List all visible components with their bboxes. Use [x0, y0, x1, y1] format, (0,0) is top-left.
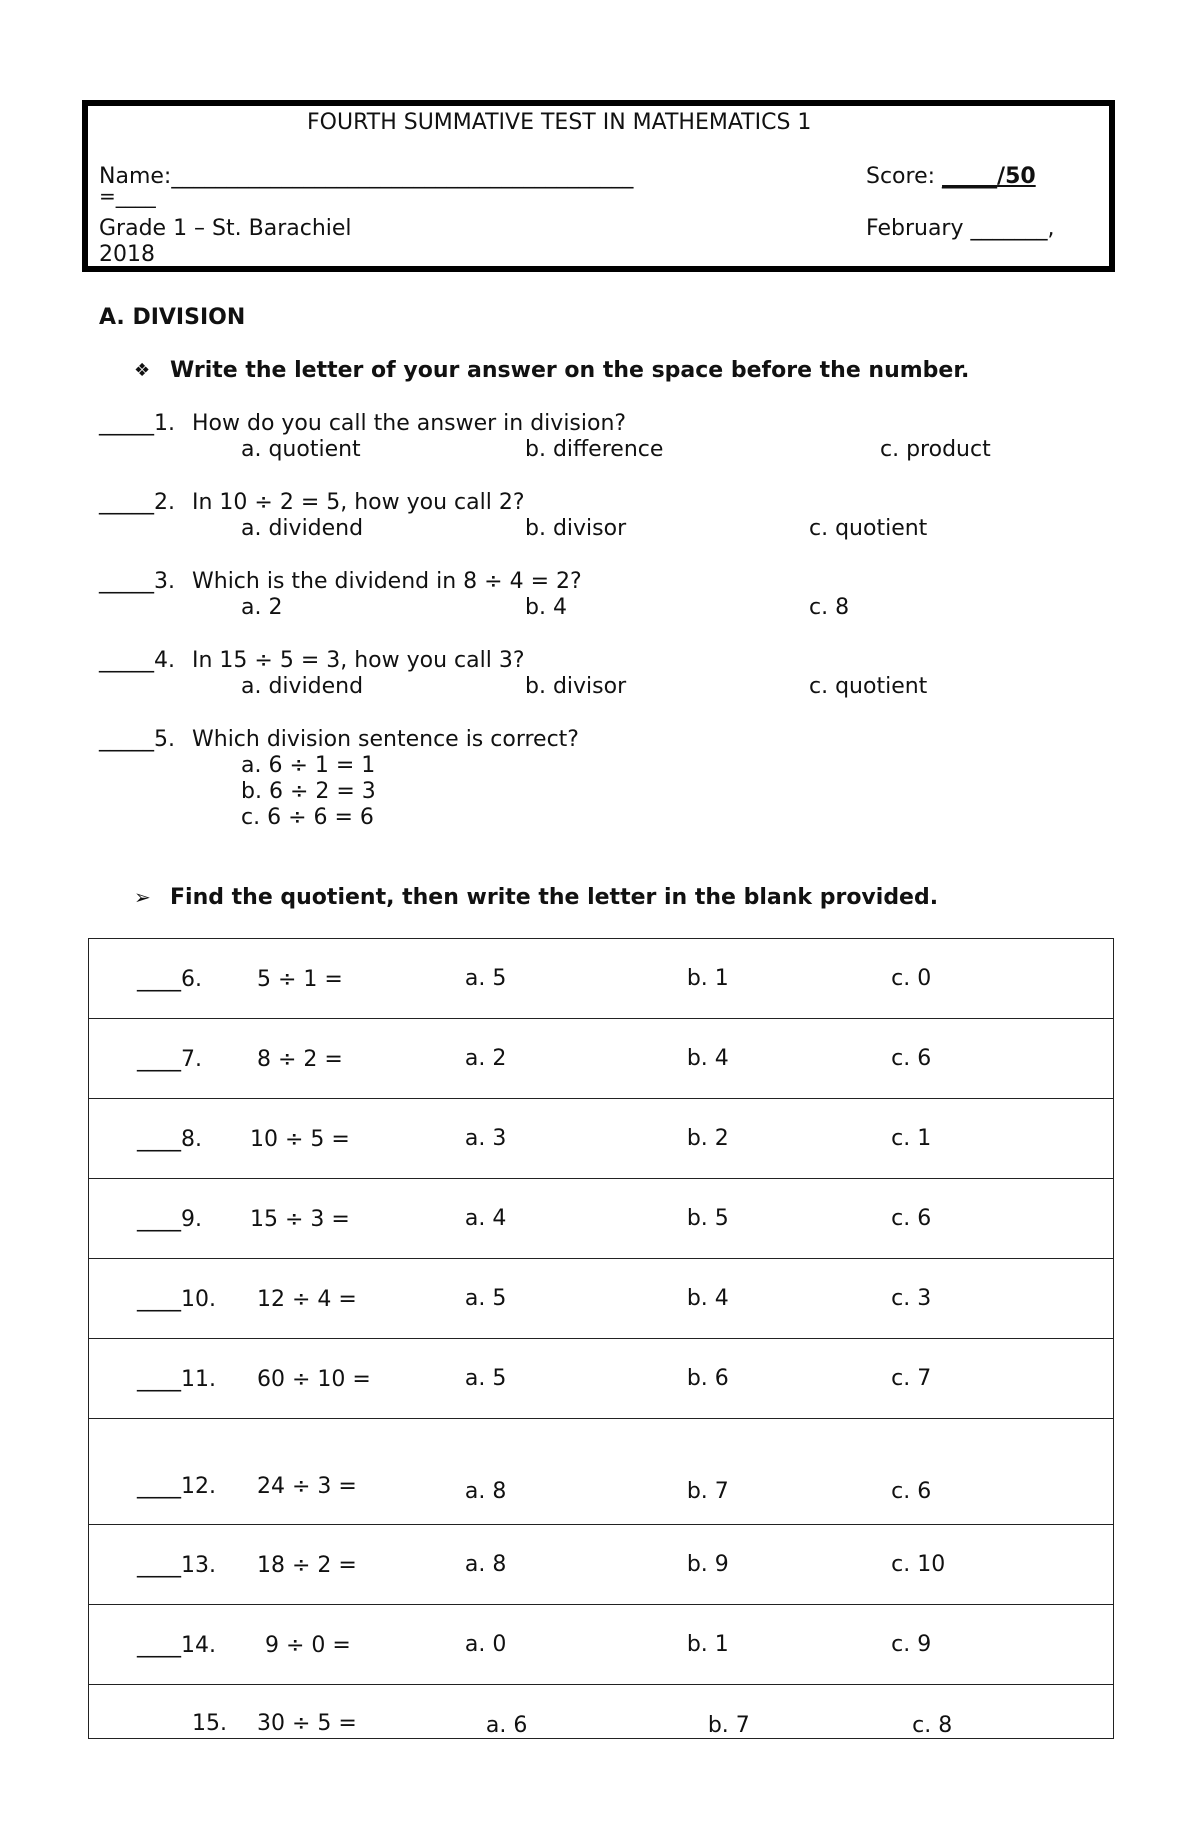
row-option-b: b. 4 [687, 1259, 891, 1339]
row-expression: 15 ÷ 3 = [250, 1207, 350, 1232]
option-c: c. 6 ÷ 6 = 6 [241, 805, 374, 830]
question-text: Which is the dividend in 8 ÷ 4 = 2? [192, 569, 582, 594]
row-option-b: b. 1 [687, 1605, 891, 1685]
question-text: In 10 ÷ 2 = 5, how you call 2? [192, 490, 525, 515]
question-text: Which division sentence is correct? [192, 727, 579, 752]
question-5 [99, 727, 175, 752]
question-number: 2. [154, 490, 175, 515]
question-2 [99, 490, 175, 515]
row-option-a: a. 8 [465, 1419, 687, 1525]
table-row [89, 1419, 1114, 1525]
row-option-a: a. 5 [465, 1339, 687, 1419]
score-total: /50 [997, 164, 1036, 189]
answer-table [88, 938, 1114, 1739]
row-option-c: c. 10 [891, 1525, 1113, 1605]
row-option-c: c. 8 [891, 1685, 1113, 1739]
table-row [89, 1525, 1114, 1605]
option-c: c. product [880, 437, 991, 462]
row-option-b: b. 9 [687, 1525, 891, 1605]
instruction-1: Write the letter of your answer on the space before the number. [170, 358, 970, 383]
row-option-b: b. 7 [687, 1419, 891, 1525]
table-row [89, 939, 1114, 1019]
row-option-b: b. 1 [687, 939, 891, 1019]
date-field[interactable]: February _______, [866, 216, 1055, 241]
name-line: __________________________________________ [171, 164, 634, 189]
row-option-b: b. 4 [687, 1019, 891, 1099]
row-option-c: c. 7 [891, 1339, 1113, 1419]
row-number[interactable]: ____7. [137, 1047, 202, 1072]
row-option-c: c. 9 [891, 1605, 1113, 1685]
row-option-b: b. 5 [687, 1179, 891, 1259]
instruction-2: Find the quotient, then write the letter in the blank provided. [170, 885, 939, 910]
row-option-c: c. 6 [891, 1419, 1113, 1525]
year: 2018 [99, 242, 155, 267]
row-option-c: c. 1 [891, 1099, 1113, 1179]
question-4 [99, 648, 175, 673]
name-line-overflow: =____ [99, 184, 156, 208]
row-number[interactable]: ____10. [137, 1287, 216, 1312]
row-option-a: a. 2 [465, 1019, 687, 1099]
answer-blank[interactable]: _____ [99, 727, 154, 752]
row-option-b: b. 7 [687, 1685, 891, 1739]
question-number: 1. [154, 411, 175, 436]
option-b: b. difference [525, 437, 664, 462]
row-expression: 5 ÷ 1 = [257, 967, 343, 992]
row-option-b: b. 2 [687, 1099, 891, 1179]
answer-blank[interactable]: _____ [99, 648, 154, 673]
option-a: a. dividend [241, 516, 364, 541]
row-number[interactable]: ____12. [137, 1474, 216, 1499]
row-option-c: c. 6 [891, 1019, 1113, 1099]
row-option-a: a. 5 [465, 939, 687, 1019]
question-text: How do you call the answer in division? [192, 411, 627, 436]
row-number[interactable]: ____8. [137, 1127, 202, 1152]
row-option-c: c. 6 [891, 1179, 1113, 1259]
row-number[interactable]: ____9. [137, 1207, 202, 1232]
row-expression: 8 ÷ 2 = [257, 1047, 343, 1072]
answer-blank[interactable]: _____ [99, 569, 154, 594]
row-option-a: a. 5 [465, 1259, 687, 1339]
grade-section: Grade 1 – St. Barachiel [99, 216, 352, 241]
table-row [89, 1179, 1114, 1259]
row-expression: 60 ÷ 10 = [257, 1367, 371, 1392]
score-label: Score: [866, 164, 943, 189]
diamond-bullet-icon: ❖ [134, 360, 151, 381]
row-number[interactable]: ____6. [137, 967, 202, 992]
row-number[interactable]: ____13. [137, 1553, 216, 1578]
row-expression: 10 ÷ 5 = [250, 1127, 350, 1152]
option-b: b. divisor [525, 674, 627, 699]
row-expression: 12 ÷ 4 = [257, 1287, 357, 1312]
row-expression: 30 ÷ 5 = [257, 1711, 357, 1736]
name-label: Name: [99, 164, 172, 189]
answer-blank[interactable]: _____ [99, 490, 154, 515]
row-expression: 9 ÷ 0 = [265, 1633, 351, 1658]
option-a: a. dividend [241, 674, 364, 699]
table-row [89, 1019, 1114, 1099]
row-expression: 18 ÷ 2 = [257, 1553, 357, 1578]
question-number: 5. [154, 727, 175, 752]
section-title: A. DIVISION [99, 305, 246, 330]
row-option-a: a. 0 [465, 1605, 687, 1685]
question-number: 4. [154, 648, 175, 673]
option-a: a. 2 [241, 595, 283, 620]
question-1 [99, 411, 175, 436]
question-text: In 15 ÷ 5 = 3, how you call 3? [192, 648, 525, 673]
table-row [89, 1099, 1114, 1179]
option-a: a. 6 ÷ 1 = 1 [241, 753, 376, 778]
arrow-bullet-icon: ➢ [134, 885, 151, 909]
table-row [89, 1605, 1114, 1685]
row-option-c: c. 0 [891, 939, 1113, 1019]
option-a: a. quotient [241, 437, 361, 462]
option-c: c. 8 [809, 595, 850, 620]
row-option-b: b. 6 [687, 1339, 891, 1419]
question-number: 3. [154, 569, 175, 594]
answer-blank[interactable]: _____ [99, 411, 154, 436]
option-b: b. 4 [525, 595, 567, 620]
option-b: b. 6 ÷ 2 = 3 [241, 779, 376, 804]
row-number[interactable]: 15. [192, 1711, 227, 1736]
row-option-a: a. 6 [465, 1685, 687, 1739]
option-c: c. quotient [809, 674, 928, 699]
option-c: c. quotient [809, 516, 928, 541]
table-row [89, 1259, 1114, 1339]
page-title: FOURTH SUMMATIVE TEST IN MATHEMATICS 1 [307, 110, 812, 135]
score-field[interactable] [866, 164, 1036, 189]
row-option-a: a. 8 [465, 1525, 687, 1605]
row-option-a: a. 3 [465, 1099, 687, 1179]
question-3 [99, 569, 175, 594]
row-expression: 24 ÷ 3 = [257, 1474, 357, 1499]
row-number[interactable]: ____11. [137, 1367, 216, 1392]
row-option-c: c. 3 [891, 1259, 1113, 1339]
row-option-a: a. 4 [465, 1179, 687, 1259]
row-number[interactable]: ____14. [137, 1633, 216, 1658]
table-row [89, 1339, 1114, 1419]
score-blank: _____ [942, 164, 998, 189]
name-field[interactable] [99, 164, 633, 189]
option-b: b. divisor [525, 516, 627, 541]
table-row [89, 1685, 1114, 1739]
